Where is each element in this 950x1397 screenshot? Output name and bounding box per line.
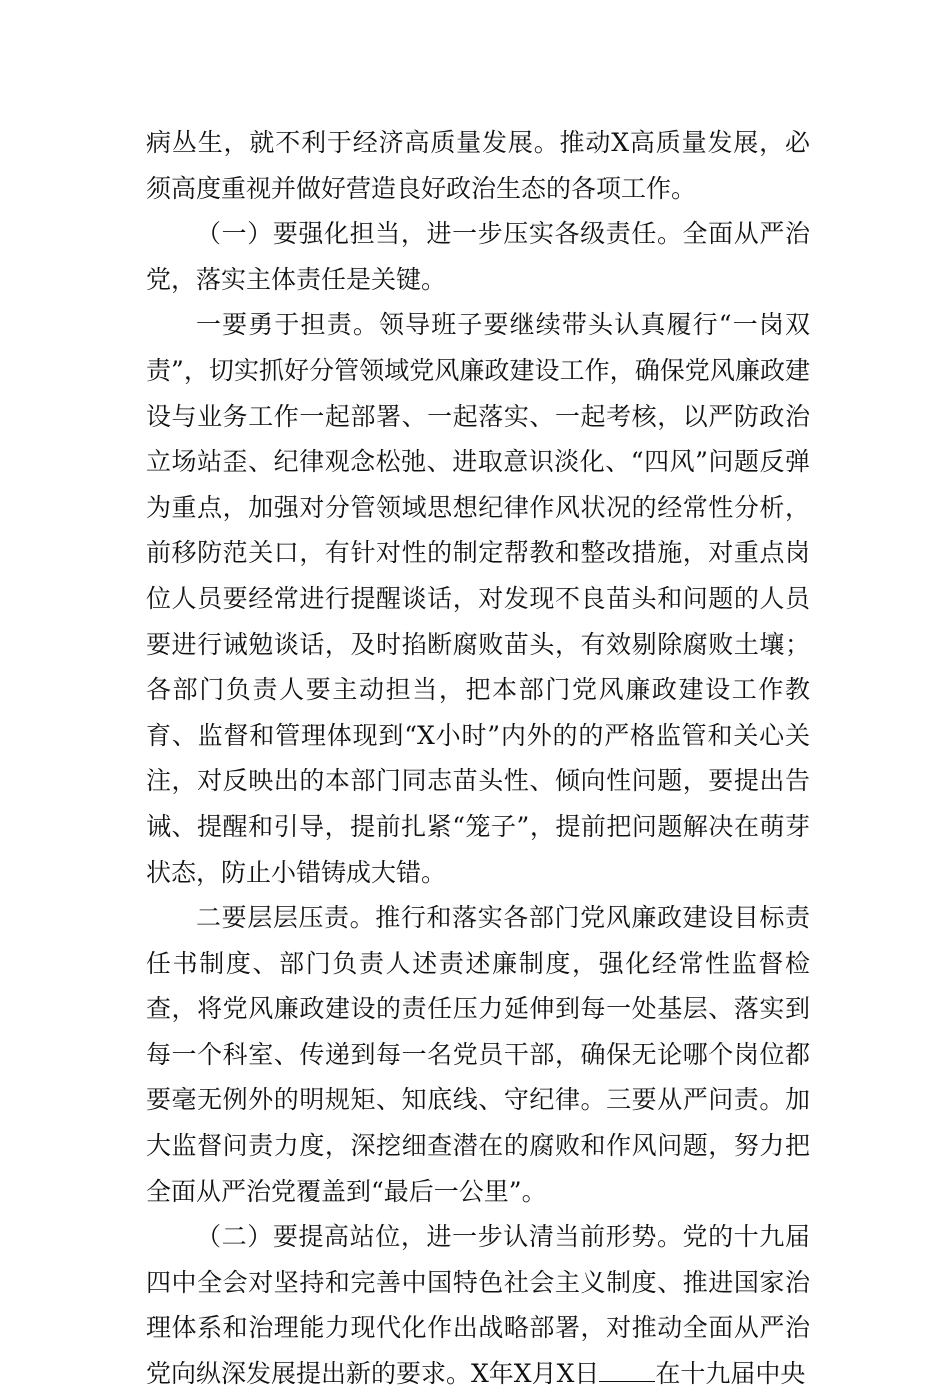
fill-in-blank xyxy=(599,1361,655,1382)
paragraph-5-text: （二）要提高站位，进一步认清当前形势。党的十九届四中全会对坚持和完善中国特色社会主义制度、推进国家治理体系和治理能力现代化作出战略部署，对推动全面从严治党向纵深发展提出新的要求。X年X月X日 xyxy=(146,1222,810,1389)
paragraph-3: 一要勇于担责。领导班子要继续带头认真履行“一岗双责”，切实抓好分管领域党风廉政建设工作，确保党风廉政建设与业务工作一起部署、一起落实、一起考核，以严防政治立场站歪、纪律观念松弛、进取意识淡化、“四风”问题反弹为重点，加强对分管领域思想纪律作风状况的经常性分析，前移防范关口，有针对性的制定帮教和整改措施，对重点岗位人员要经常进行提醒谈话，对发现不良苗头和问题的人员要进行诫勉谈话，及时掐断腐败苗头，有效剔除腐败土壤；各部门负责人要主动担当，把本部门党风廉政建设工作教育、监督和管理体现到“X小时”内外的的严格监管和关心关注，对反映出的本部门同志苗头性、倾向性问题，要提出告诫、提醒和引导，提前扎紧“笼子”，提前把问题解决在萌芽状态，防止小错铸成大错。 xyxy=(146,310,810,887)
document-body xyxy=(146,120,810,1397)
paragraph-1: 病丛生，就不利于经济高质量发展。推动X高质量发展，必须高度重视并做好营造良好政治生态的各项工作。 xyxy=(146,128,810,203)
paragraph-4: 二要层层压责。推行和落实各部门党风廉政建设目标责任书制度、部门负责人述责述廉制度，强化经常性监督检查，将党风廉政建设的责任压力延伸到每一处基层、落实到每一个科室、传递到每一名党员干部，确保无论哪个岗位都要毫无例外的明规矩、知底线、守纪律。三要从严问责。加大监督问责力度，深挖细查潜在的腐败和作风问题，努力把全面从严治党覆盖到“最后一公里”。 xyxy=(146,903,810,1206)
paragraph-5 xyxy=(146,1214,810,1396)
paragraph-2: （一）要强化担当，进一步压实各级责任。全面从严治党，落实主体责任是关键。 xyxy=(146,219,810,294)
paragraph-5-tail: 在十九届中央 xyxy=(655,1359,806,1389)
